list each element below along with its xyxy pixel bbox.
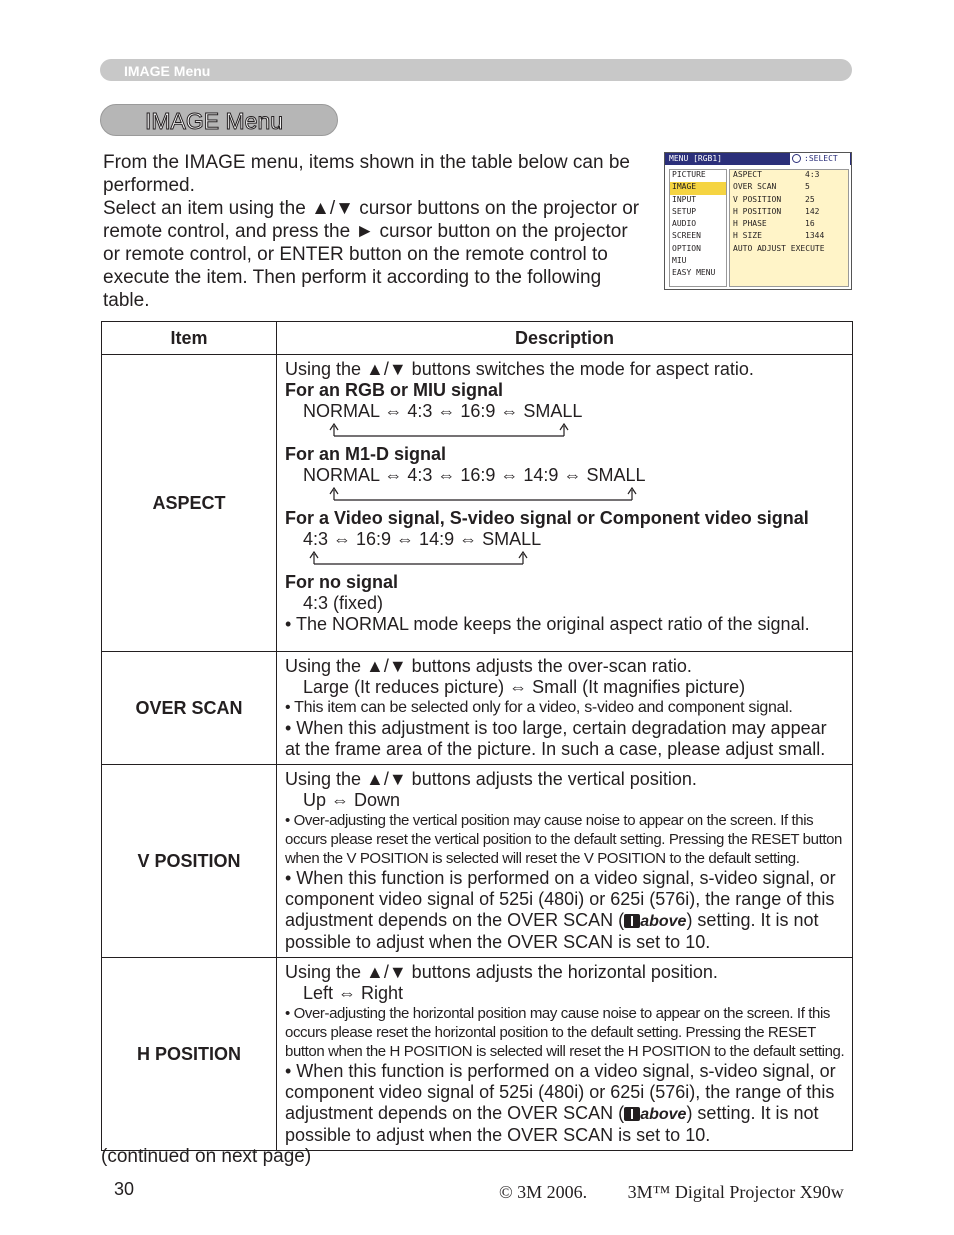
osd-menu-item: EASY MENU — [672, 268, 716, 278]
cross-reference-above: above — [640, 1106, 687, 1123]
loop-arrow-m1d — [285, 486, 846, 508]
section-header-bar — [100, 59, 852, 81]
cross-reference-above: above — [640, 913, 687, 930]
aspect-sequence-video: 4:3 ⇔ 16:9 ⇔ 14:9 ⇔ SMALL — [303, 529, 542, 549]
osd-menu-item: AUDIO — [672, 219, 697, 229]
aspect-sequence-nosignal: 4:3 (fixed) — [303, 593, 384, 613]
osd-submenu-item — [730, 182, 848, 194]
page-title: IMAGE Menu — [145, 108, 284, 134]
osd-submenu-value: 142 — [805, 206, 820, 216]
description-aspect — [277, 355, 853, 652]
osd-menu-item-selected: IMAGE — [670, 182, 726, 194]
book-icon — [624, 1107, 640, 1121]
overscan-note-1: • This item can be selected only for a video, s-video and component signal. — [285, 699, 793, 716]
osd-submenu-item — [730, 231, 848, 243]
osd-submenu-name: OVER SCAN — [733, 182, 777, 192]
osd-submenu-value: 5 — [805, 182, 810, 192]
osd-menu-item: SETUP — [672, 206, 697, 216]
section-header-label: IMAGE Menu — [124, 63, 211, 79]
continued-note: (continued on next page) — [101, 1146, 312, 1167]
intro-paragraph-1: From the IMAGE menu, items shown in the table below can be performed. — [103, 152, 630, 196]
osd-submenu-item — [730, 170, 848, 182]
osd-menu-item: PICTURE — [672, 170, 706, 179]
osd-menu-item: OPTION — [672, 243, 701, 253]
hpos-intro: Using the ▲/▼ buttons adjusts the horizontal position. — [285, 962, 718, 982]
vpos-note-1: • Over-adjusting the vertical position may cause noise to appear on the screen. If this occurs please reset the vertical position to the default setting. Pressing the RESET button when the V POSITION is selected will reset the V POSITION to the default setting. — [285, 812, 842, 867]
table-row-hposition — [102, 958, 853, 1151]
footer-copyright: © 3M 2006. 3M™ Digital Projector X90w — [499, 1182, 844, 1202]
osd-menu-list — [669, 169, 727, 287]
description-h-position — [277, 958, 853, 1151]
hpos-note-2-text: • When this function is performed on a video signal, s-video signal, or component video signal of 525i (480i) or 625i (576i), the range of this adjustment depends on the OVER SCAN ( — [285, 1061, 836, 1123]
aspect-sequence-rgb: NORMAL ⇔ 4:3 ⇔ 16:9 ⇔ SMALL — [303, 401, 583, 421]
aspect-heading-nosignal: For no signal — [285, 572, 399, 592]
table-row-aspect — [102, 355, 853, 652]
osd-menu-item: INPUT — [672, 194, 697, 204]
aspect-heading-m1d: For an M1-D signal — [285, 444, 447, 464]
osd-title: MENU [RGB1] — [669, 154, 722, 163]
hpos-note-2-text-end: ) setting. It is not possible to adjust when the OVER SCAN is set to 10. — [285, 1103, 819, 1145]
osd-submenu-value: 25 — [805, 194, 815, 204]
loop-arrow-icon — [329, 422, 569, 442]
intro-text — [103, 151, 643, 312]
hpos-range: Left ⇔ Right — [303, 983, 404, 1003]
osd-submenu-name: ASPECT — [733, 170, 762, 179]
osd-submenu-item — [730, 195, 848, 207]
osd-submenu-name: V POSITION — [733, 194, 782, 204]
loop-arrow-icon — [329, 486, 639, 506]
description-over-scan — [277, 652, 853, 765]
menu-screenshot — [664, 152, 852, 290]
osd-submenu-name: H POSITION — [733, 206, 782, 216]
description-v-position — [277, 765, 853, 958]
hpos-note-1: • Over-adjusting the horizontal position may cause noise to appear on the screen. If this occurs please reset the horizontal position to the default setting. Pressing the RESET button when the H POSITION is selected will reset the H POSITION to the default setting. — [285, 1005, 845, 1060]
item-h-position: H POSITION — [102, 958, 277, 1151]
intro-paragraph-2: Select an item using the ▲/▼ cursor buttons on the projector or remote control, and press the ► cursor button on the projector or remote control, or ENTER button on the remote control to execute the item. Then perform it according to the following table. — [103, 198, 640, 311]
osd-submenu-item — [730, 219, 848, 231]
page-title-pill — [100, 104, 338, 136]
aspect-heading-rgb: For an RGB or MIU signal — [285, 380, 504, 400]
aspect-intro: Using the ▲/▼ buttons switches the mode for aspect ratio. — [285, 359, 754, 379]
vpos-intro: Using the ▲/▼ buttons adjusts the vertical position. — [285, 769, 697, 789]
osd-submenu-name: H PHASE — [733, 219, 767, 229]
aspect-heading-video: For a Video signal, S-video signal or Component video signal — [285, 508, 809, 528]
overscan-range: Large (It reduces picture) ⇔ Small (It magnifies picture) — [303, 677, 746, 697]
vpos-range: Up ⇔ Down — [303, 790, 401, 810]
loop-arrow-icon — [309, 550, 529, 570]
vpos-note-2 — [285, 868, 846, 953]
book-icon — [624, 914, 640, 928]
item-over-scan: OVER SCAN — [102, 652, 277, 765]
osd-submenu-name: AUTO ADJUST EXECUTE — [733, 243, 825, 253]
table-row-overscan — [102, 652, 853, 765]
column-header-description: Description — [277, 322, 853, 355]
aspect-note: • The NORMAL mode keeps the original aspect ratio of the signal. — [285, 614, 810, 634]
column-header-item: Item — [102, 322, 277, 355]
table-row-vposition — [102, 765, 853, 958]
osd-title-bar — [665, 153, 851, 165]
vpos-note-2-text: • When this function is performed on a video signal, s-video signal, or component video signal of 525i (480i) or 625i (576i), the range of this adjustment depends on the OVER SCAN ( — [285, 868, 836, 930]
osd-submenu-item — [730, 207, 848, 219]
overscan-note-2: • When this adjustment is too large, certain degradation may appear at the frame area of the picture. In such a case, please adjust small. — [285, 718, 827, 759]
osd-menu-item: MIU — [672, 256, 687, 266]
page-number: 30 — [114, 1179, 135, 1199]
osd-submenu-name: H SIZE — [733, 231, 762, 241]
image-menu-table — [101, 321, 853, 1151]
overscan-intro: Using the ▲/▼ buttons adjusts the over-scan ratio. — [285, 656, 692, 676]
aspect-sequence-m1d: NORMAL ⇔ 4:3 ⇔ 16:9 ⇔ 14:9 ⇔ SMALL — [303, 465, 646, 485]
loop-arrow-rgb — [285, 422, 846, 444]
table-header-row — [102, 322, 853, 355]
osd-submenu-value: 4:3 — [805, 170, 820, 179]
osd-submenu-value: 16 — [805, 219, 815, 229]
osd-submenu-list — [729, 169, 849, 287]
item-aspect: ASPECT — [102, 355, 277, 652]
osd-select-label: :SELECT — [804, 154, 838, 163]
osd-menu-item: SCREEN — [672, 231, 701, 241]
vpos-note-2-text-end: ) setting. It is not possible to adjust when the OVER SCAN is set to 10. — [285, 910, 819, 952]
select-button-icon — [792, 154, 801, 163]
osd-submenu-item — [730, 244, 848, 256]
osd-select-hint — [790, 153, 850, 165]
loop-arrow-video — [265, 550, 846, 572]
hpos-note-2 — [285, 1061, 846, 1146]
osd-submenu-value: 1344 — [805, 231, 825, 241]
item-v-position: V POSITION — [102, 765, 277, 958]
